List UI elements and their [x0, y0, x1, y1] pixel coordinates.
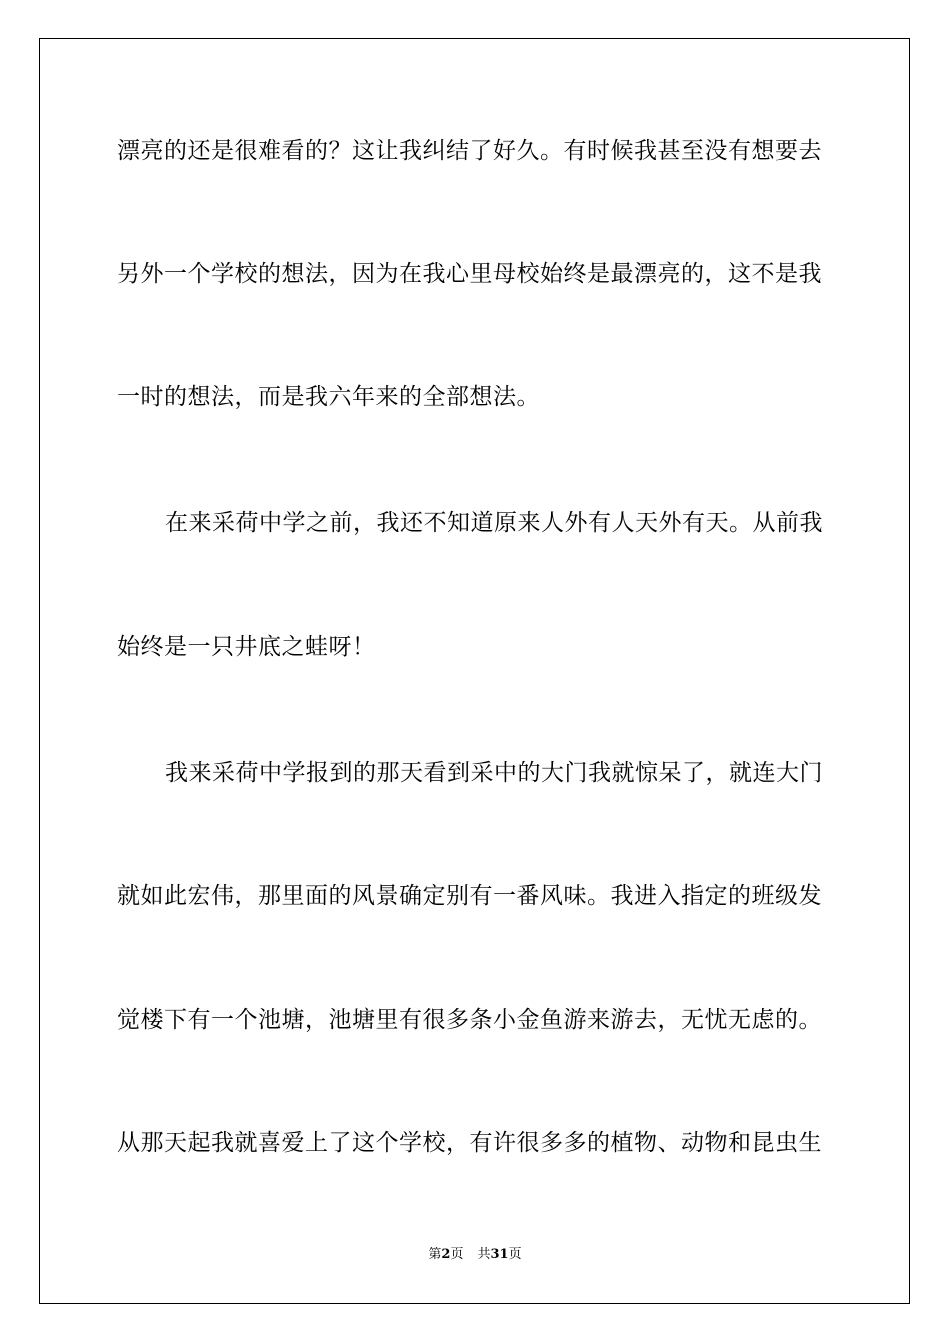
page-footer: [0, 1247, 950, 1263]
text-line-3: 一时的想法，而是我六年来的全部想法。: [117, 384, 540, 410]
total-prefix: 共: [477, 1247, 491, 1262]
total-suffix: 页: [508, 1247, 522, 1262]
text-line-1: 漂亮的还是很难看的？这让我纠结了好久。有时候我甚至没有想要去: [117, 138, 822, 164]
page-border: [39, 38, 910, 1304]
paragraph-3-line-4: 从那天起我就喜爱上了这个学校，有许很多多的植物、动物和昆虫生: [117, 1130, 822, 1156]
text-line-2: 另外一个学校的想法，因为在我心里母校始终是最漂亮的，这不是我: [117, 261, 822, 287]
page-number: 2: [441, 1247, 451, 1262]
paragraph-3-line-2: 就如此宏伟，那里面的风景确定别有一番风味。我进入指定的班级发: [117, 883, 822, 909]
page-prefix: 第: [428, 1247, 442, 1262]
paragraph-3-line-3: 觉楼下有一个池塘，池塘里有很多条小金鱼游来游去，无忧无虑的。: [117, 1007, 822, 1033]
page-suffix: 页: [450, 1247, 464, 1262]
paragraph-3-line-1: 我来采荷中学报到的那天看到采中的大门我就惊呆了，就连大门: [165, 760, 823, 786]
total-pages: 31: [490, 1247, 509, 1262]
paragraph-2-line-2: 始终是一只井底之蛙呀！: [117, 634, 376, 660]
paragraph-2-line-1: 在来采荷中学之前，我还不知道原来人外有人天外有天。从前我: [165, 510, 823, 536]
